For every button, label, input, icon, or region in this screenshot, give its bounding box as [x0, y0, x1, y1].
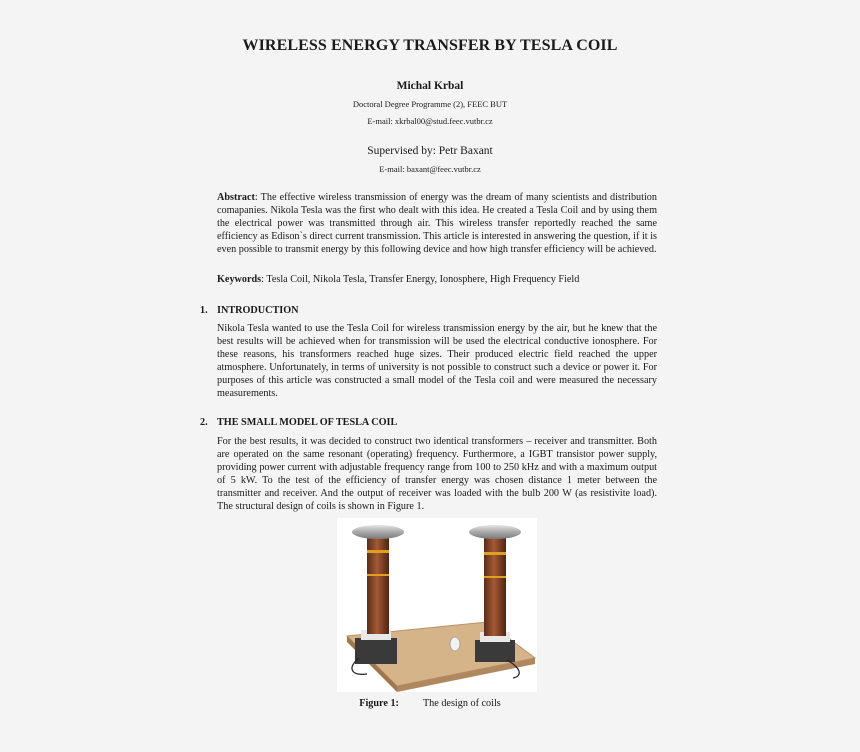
bulb — [450, 637, 460, 651]
abstract — [217, 192, 657, 257]
right-driver-box — [475, 640, 515, 662]
author-email: E-mail: xkrbal00@stud.feec.vutbr.cz — [367, 116, 493, 126]
left-driver-box — [355, 638, 397, 664]
keywords — [217, 274, 657, 287]
figure-caption-text: The design of coils — [422, 698, 501, 709]
right-torus — [469, 525, 521, 539]
supervisor-email: E-mail: baxant@feec.vutbr.cz — [379, 164, 481, 174]
left-torus — [352, 525, 404, 539]
section-number: 1. — [200, 305, 208, 316]
supervisor: Supervised by: Petr Baxant — [367, 145, 493, 157]
figure-label: Figure 1: — [359, 698, 399, 709]
section-heading-introduction — [200, 305, 299, 316]
figure-tesla-coils-photo — [337, 518, 537, 692]
paper-title: WIRELESS ENERGY TRANSFER BY TESLA COIL — [242, 37, 618, 54]
figure-caption — [0, 698, 860, 709]
section-title: INTRODUCTION — [217, 305, 299, 316]
keywords-label: Keywords — [217, 274, 262, 285]
abstract-label: Abstract — [217, 192, 255, 203]
section-number: 2. — [200, 417, 208, 428]
section-heading-small-model — [200, 417, 397, 428]
author-affiliation: Doctoral Degree Programme (2), FEEC BUT — [352, 99, 508, 109]
section-text-small-model: For the best results, it was decided to construct two identical transformers – receiver and transmitter. Both are operated on the same resonant (operating) frequency. Furthermore, a IGBT transistor power supply, providing power current with adjustable frequency range from 100 to 250 kHz and with a maximum output of 5 kW. To the test of the efficiency of transfer energy was chosen distance 1 meter between the transmitter and receiver. And the output of receiver was loaded with the bulb 200 W (as resistivite load). The structural design of coils is shown in Figure 1. — [217, 436, 657, 512]
abstract-text: : The effective wireless transmission of energy was the dream of many scientists and distribution comapanies. Nikola Tesla was the first who dealt with this idea. He created a Tesla Coil and by using them the electrical power was transmitted through air. This wireless transfer reportedly reached the same efficiency as Edison`s direct current transmission. This article is interested in answering the question, if it is even possible to transmit energy by this following device and how high transfer efficiency will be achieved. — [217, 192, 657, 255]
tesla-coils-illustration — [337, 518, 537, 692]
author-name: Michal Krbal — [396, 80, 464, 92]
section-title: THE SMALL MODEL OF TESLA COIL — [217, 417, 398, 428]
section-text-introduction: Nikola Tesla wanted to use the Tesla Coil for wireless transmission energy by the air, but he knew that the best results will be achieved when for transmission will be used the electrical conductive ionosphere. For these reasons, his transformers reached huge sizes. Their produced electric field reached the upper atmosphere. Unfortunately, in terms of university is not possible to construct such a device or power it. For purposes of this article was constructed a small model of the Tesla coil and were measured the necessary measurements. — [217, 323, 657, 399]
keywords-text: : Tesla Coil, Nikola Tesla, Transfer Energy, Ionosphere, High Frequency Field — [261, 274, 580, 285]
